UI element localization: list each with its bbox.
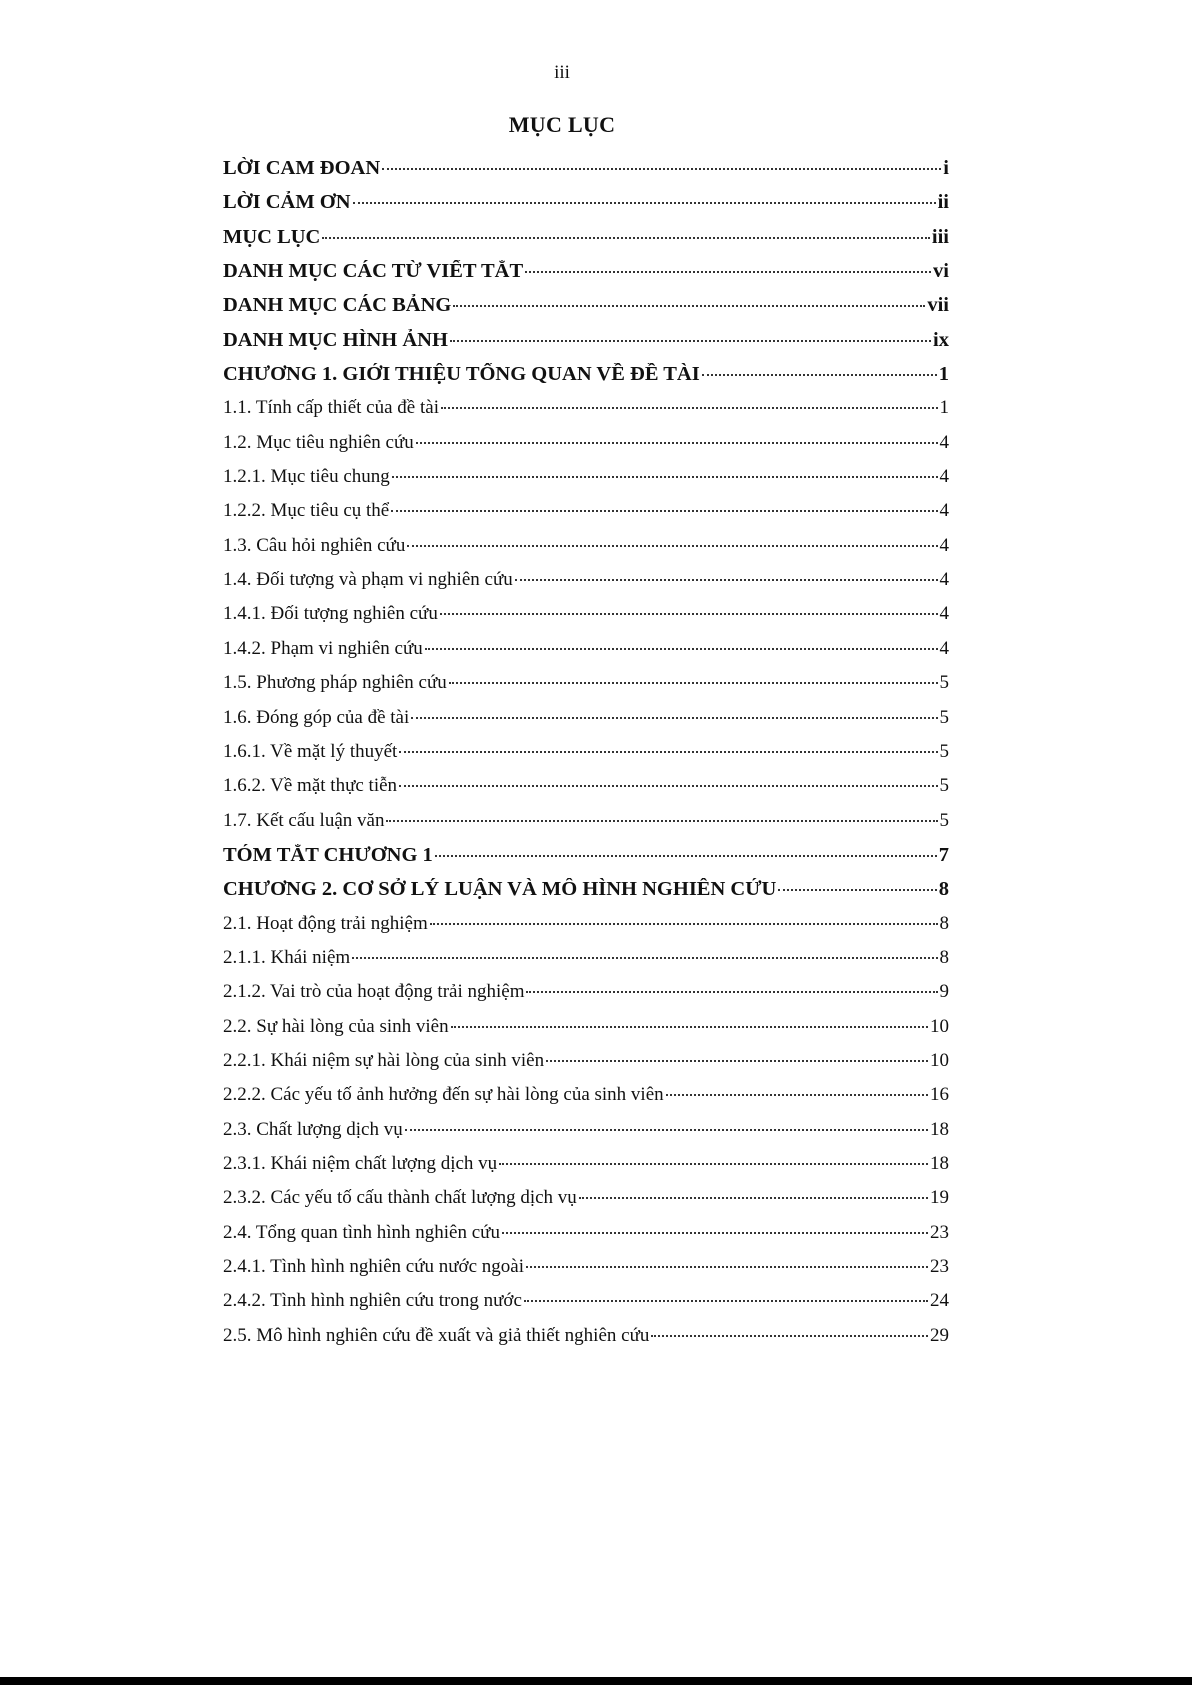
toc-dot-leader bbox=[778, 889, 936, 891]
toc-entry-page-number: 4 bbox=[939, 603, 949, 625]
toc-dot-leader bbox=[450, 340, 931, 342]
toc-entry[interactable] bbox=[223, 1016, 949, 1050]
toc-entry-page-number: ii bbox=[937, 191, 949, 214]
toc-dot-leader bbox=[525, 271, 931, 273]
toc-dot-leader bbox=[526, 1266, 928, 1268]
toc-entry-label: 1.4.1. Đối tượng nghiên cứu bbox=[223, 603, 438, 625]
toc-entry-label: 2.5. Mô hình nghiên cứu đề xuất và giả thiết nghiên cứu bbox=[223, 1324, 650, 1346]
toc-entry-page-number: 5 bbox=[939, 809, 949, 831]
toc-entry-label: CHƯƠNG 1. GIỚI THIỆU TỔNG QUAN VỀ ĐỀ TÀI bbox=[223, 363, 700, 386]
toc-dot-leader bbox=[441, 407, 938, 409]
toc-entry-page-number: 23 bbox=[930, 1256, 949, 1277]
toc-entry-label: LỜI CAM ĐOAN bbox=[223, 157, 381, 179]
toc-entry-page-number: 8 bbox=[939, 912, 949, 934]
toc-entry[interactable] bbox=[223, 603, 949, 637]
toc-entry[interactable] bbox=[223, 1187, 949, 1221]
toc-entry-page-number: 8 bbox=[938, 878, 949, 901]
toc-entry[interactable] bbox=[223, 775, 949, 809]
toc-entry[interactable] bbox=[223, 741, 949, 775]
toc-entry-label: 2.4.2. Tình hình nghiên cứu trong nước bbox=[223, 1290, 522, 1312]
toc-dot-leader bbox=[399, 785, 937, 787]
toc-entry-page-number: 5 bbox=[939, 775, 949, 797]
toc-entry[interactable] bbox=[223, 1222, 949, 1256]
toc-entry-label: 1.6.2. Về mặt thực tiễn bbox=[223, 775, 398, 797]
toc-entry-page-number: 1 bbox=[939, 397, 949, 419]
toc-entry[interactable] bbox=[223, 535, 949, 569]
toc-entry-page-number: 4 bbox=[939, 466, 949, 488]
toc-entry-page-number: 4 bbox=[939, 569, 949, 591]
toc-entry-page-number: 18 bbox=[930, 1118, 949, 1140]
toc-dot-leader bbox=[449, 682, 938, 684]
toc-entry-page-number: i bbox=[943, 157, 949, 179]
toc-dot-leader bbox=[382, 168, 941, 170]
toc-dot-leader bbox=[666, 1094, 928, 1096]
toc-entry-label: 1.2.1. Mục tiêu chung bbox=[223, 466, 390, 488]
toc-entry[interactable] bbox=[223, 569, 949, 603]
toc-dot-leader bbox=[386, 820, 937, 822]
toc-entry-label: 1.2.2. Mục tiêu cụ thể bbox=[223, 500, 390, 522]
toc-entry-label: 1.6.1. Về mặt lý thuyết bbox=[223, 740, 398, 762]
toc-entry-label: MỤC LỤC bbox=[223, 225, 321, 248]
toc-entry-label: TÓM TẮT CHƯƠNG 1 bbox=[223, 843, 433, 866]
toc-entry-label: 2.1.2. Vai trò của hoạt động trải nghiệm bbox=[223, 981, 525, 1003]
toc-dot-leader bbox=[399, 751, 937, 753]
toc-entry[interactable] bbox=[223, 1084, 949, 1118]
toc-dot-leader bbox=[405, 1129, 928, 1131]
toc-entry-label: 1.4. Đối tượng và phạm vi nghiên cứu bbox=[223, 569, 513, 591]
toc-entry-page-number: 29 bbox=[930, 1324, 949, 1346]
toc-entry-page-number: ix bbox=[933, 328, 949, 351]
page-number: iii bbox=[554, 62, 570, 83]
toc-dot-leader bbox=[499, 1163, 928, 1165]
toc-entry[interactable] bbox=[223, 810, 949, 844]
toc-dot-leader bbox=[416, 442, 938, 444]
toc-entry-label: 2.3.2. Các yếu tố cấu thành chất lượng dịch vụ bbox=[223, 1187, 577, 1209]
toc-entry[interactable] bbox=[223, 878, 949, 912]
toc-entry-page-number: 7 bbox=[938, 843, 949, 866]
toc-entry-page-number: 4 bbox=[939, 534, 949, 556]
toc-entry-page-number: 4 bbox=[939, 500, 949, 522]
toc-entry-label: 1.1. Tính cấp thiết của đề tài bbox=[223, 397, 439, 419]
toc-entry[interactable] bbox=[223, 672, 949, 706]
toc-entry-page-number: 18 bbox=[930, 1152, 949, 1174]
toc-entry[interactable] bbox=[223, 157, 949, 191]
toc-entry[interactable] bbox=[223, 913, 949, 947]
toc-entry[interactable] bbox=[223, 329, 949, 363]
toc-entry-page-number: 10 bbox=[930, 1015, 949, 1037]
toc-entry[interactable] bbox=[223, 1256, 949, 1290]
toc-dot-leader bbox=[411, 717, 937, 719]
toc-entry-label: 2.4. Tổng quan tình hình nghiên cứu bbox=[223, 1221, 500, 1243]
toc-entry-label: 1.4.2. Phạm vi nghiên cứu bbox=[223, 637, 423, 659]
toc-entry[interactable] bbox=[223, 432, 949, 466]
toc-entry[interactable] bbox=[223, 947, 949, 981]
toc-entry[interactable] bbox=[223, 226, 949, 260]
toc-entry-label: 2.4.1. Tình hình nghiên cứu nước ngoài bbox=[223, 1256, 525, 1277]
toc-dot-leader bbox=[440, 613, 938, 615]
toc-dot-leader bbox=[322, 237, 930, 239]
toc-dot-leader bbox=[524, 1300, 928, 1302]
toc-entry-label: CHƯƠNG 2. CƠ SỞ LÝ LUẬN VÀ MÔ HÌNH NGHIÊN CỨU bbox=[223, 878, 777, 901]
toc-entry-page-number: 5 bbox=[939, 672, 949, 694]
toc-entry-label: 2.1. Hoạt động trải nghiệm bbox=[223, 912, 428, 934]
toc-entry-label: DANH MỤC CÁC TỪ VIẾT TẮT bbox=[223, 260, 524, 283]
toc-dot-leader bbox=[702, 374, 937, 376]
toc-entry-label: 2.2. Sự hài lòng của sinh viên bbox=[223, 1015, 449, 1037]
toc-dot-leader bbox=[425, 648, 938, 650]
toc-dot-leader bbox=[352, 957, 937, 959]
toc-entry[interactable] bbox=[223, 638, 949, 672]
toc-entry-page-number: 19 bbox=[930, 1187, 949, 1209]
toc-dot-leader bbox=[502, 1232, 928, 1234]
toc-entry[interactable] bbox=[223, 191, 949, 225]
toc-dot-leader bbox=[546, 1060, 928, 1062]
toc-entry[interactable] bbox=[223, 397, 949, 431]
toc-entry[interactable] bbox=[223, 260, 949, 294]
toc-entry[interactable] bbox=[223, 1325, 949, 1359]
toc-entry-page-number: 10 bbox=[930, 1049, 949, 1071]
toc-entry-page-number: 24 bbox=[930, 1290, 949, 1312]
toc-dot-leader bbox=[392, 476, 938, 478]
toc-entry[interactable] bbox=[223, 844, 949, 878]
toc-entry-page-number: 5 bbox=[939, 740, 949, 762]
toc-dot-leader bbox=[579, 1197, 928, 1199]
toc-entry[interactable] bbox=[223, 466, 949, 500]
toc-entry-page-number: 4 bbox=[939, 431, 949, 453]
toc-entry-label: 2.1.1. Khái niệm bbox=[223, 946, 351, 968]
toc-entry-label: 2.2.1. Khái niệm sự hài lòng của sinh viên bbox=[223, 1049, 545, 1071]
toc-entry-label: 1.2. Mục tiêu nghiên cứu bbox=[223, 431, 414, 453]
toc-entry[interactable] bbox=[223, 294, 949, 328]
toc-entry[interactable] bbox=[223, 1290, 949, 1324]
toc-dot-leader bbox=[430, 923, 938, 925]
toc-entry[interactable] bbox=[223, 363, 949, 397]
toc-entry-page-number: 1 bbox=[938, 363, 949, 386]
toc-entry-label: 1.7. Kết cấu luận văn bbox=[223, 809, 385, 831]
toc-entry-page-number: vi bbox=[933, 260, 949, 283]
toc-entry-page-number: 8 bbox=[939, 946, 949, 968]
toc-dot-leader bbox=[451, 1026, 928, 1028]
toc-entry[interactable] bbox=[223, 1153, 949, 1187]
toc-entry-label: DANH MỤC HÌNH ẢNH bbox=[223, 328, 448, 351]
toc-entry-page-number: 9 bbox=[939, 981, 949, 1003]
toc-dot-leader bbox=[651, 1335, 928, 1337]
toc-entry-page-number: 4 bbox=[939, 637, 949, 659]
toc-dot-leader bbox=[353, 202, 936, 204]
toc-entry-label: 2.2.2. Các yếu tố ảnh hưởng đến sự hài lòng của sinh viên bbox=[223, 1084, 664, 1106]
toc-entry-page-number: 16 bbox=[930, 1084, 949, 1106]
toc-entry[interactable] bbox=[223, 500, 949, 534]
bottom-border bbox=[0, 1677, 1192, 1685]
toc-dot-leader bbox=[435, 855, 937, 857]
toc-entry-label: 2.3. Chất lượng dịch vụ bbox=[223, 1118, 403, 1140]
toc-entry-label: LỜI CẢM ƠN bbox=[223, 191, 351, 214]
toc-entry[interactable] bbox=[223, 981, 949, 1015]
toc-entry-label: DANH MỤC CÁC BẢNG bbox=[223, 294, 452, 317]
toc-entry[interactable] bbox=[223, 1119, 949, 1153]
toc-dot-leader bbox=[453, 305, 925, 307]
toc-entry-page-number: 5 bbox=[939, 706, 949, 728]
toc-entry[interactable] bbox=[223, 1050, 949, 1084]
toc-entry-label: 2.3.1. Khái niệm chất lượng dịch vụ bbox=[223, 1152, 498, 1174]
toc-entry[interactable] bbox=[223, 707, 949, 741]
toc-entry-page-number: 23 bbox=[930, 1221, 949, 1243]
toc-dot-leader bbox=[391, 510, 937, 512]
page-title: MỤC LỤC bbox=[508, 112, 616, 137]
toc-entry-label: 1.5. Phương pháp nghiên cứu bbox=[223, 672, 447, 694]
table-of-contents bbox=[223, 157, 949, 1359]
toc-entry-page-number: vii bbox=[927, 294, 949, 317]
toc-entry-label: 1.3. Câu hỏi nghiên cứu bbox=[223, 534, 406, 556]
toc-dot-leader bbox=[515, 579, 938, 581]
toc-entry-page-number: iii bbox=[931, 225, 949, 248]
toc-dot-leader bbox=[407, 545, 937, 547]
toc-entry-label: 1.6. Đóng góp của đề tài bbox=[223, 706, 410, 728]
toc-dot-leader bbox=[526, 991, 937, 993]
